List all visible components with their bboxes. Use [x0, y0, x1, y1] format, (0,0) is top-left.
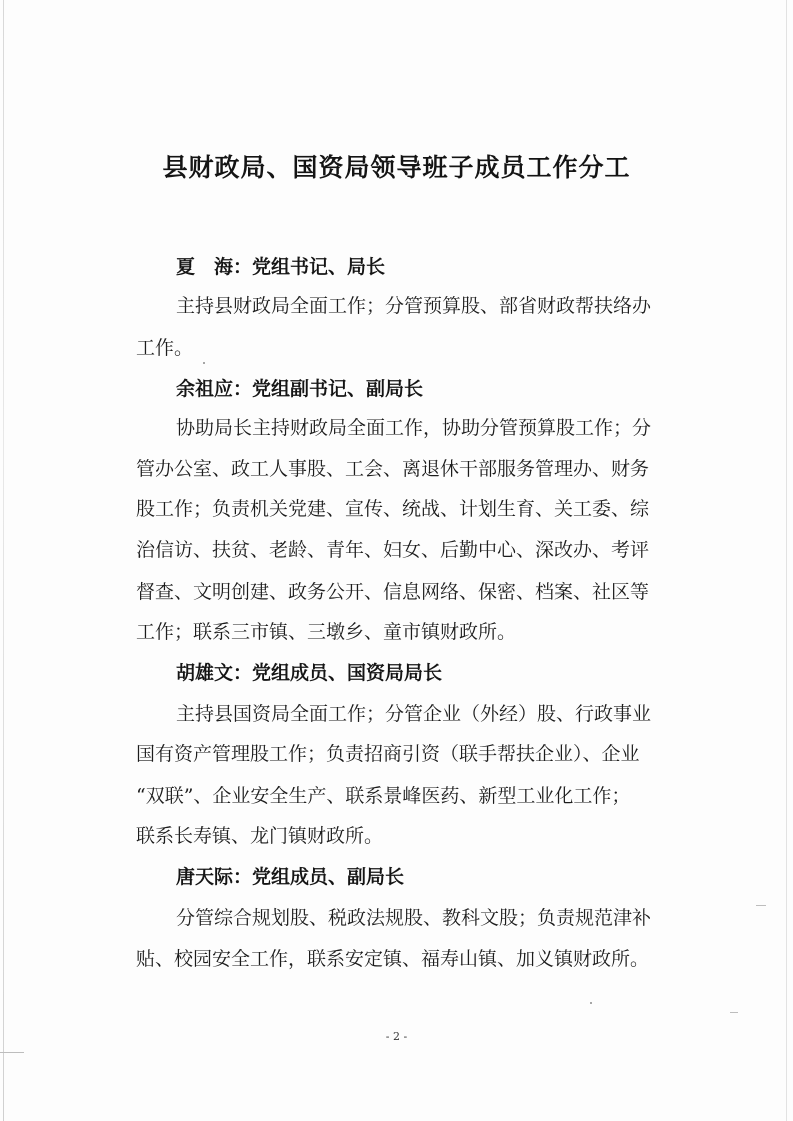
paragraph-line: 股工作；负责机关党建、宣传、统战、计划生育、关工委、综 [136, 498, 650, 520]
paragraph-line: “双联”、企业安全生产、联系景峰医药、新型工业化工作； [136, 785, 631, 807]
document-title: 县财政局、国资局领导班子成员工作分工 [162, 153, 631, 182]
paragraph-line: 工作。 [136, 337, 194, 359]
paragraph-line: 督查、文明创建、政务公开、信息网络、保密、档案、社区等 [136, 581, 650, 603]
paragraph-line: 管办公室、政工人事股、工会、离退休干部服务管理办、财务 [136, 458, 650, 480]
scan-mark [730, 1012, 738, 1013]
paragraph-line: 分管综合规划股、税政法规股、教科文股；负责规范津补 [176, 907, 652, 929]
scan-mark [0, 1052, 24, 1053]
scan-mark [756, 905, 766, 906]
paragraph-line: 协助局长主持财政局全面工作，协助分管预算股工作；分 [176, 417, 652, 439]
section-heading-yu-zuying: 余祖应：党组副书记、副局长 [176, 378, 424, 400]
section-heading-tang-tianji: 唐天际：党组成员、副局长 [176, 866, 405, 888]
paragraph-line: 联系长寿镇、龙门镇财政所。 [136, 825, 384, 847]
paragraph-line: 主持县财政局全面工作；分管预算股、部省财政帮扶络办 [176, 295, 652, 317]
page-number: - 2 - [385, 1030, 408, 1043]
paragraph-line: 贴、校园安全工作，联系安定镇、福寿山镇、加义镇财政所。 [136, 948, 650, 970]
paragraph-line: 工作；联系三市镇、三墩乡、童市镇财政所。 [136, 621, 517, 643]
section-heading-hu-xiongwen: 胡雄文：党组成员、国资局局长 [176, 662, 443, 684]
scan-speck [590, 1002, 592, 1004]
section-heading-xia-hai: 夏 海：党组书记、局长 [176, 256, 386, 278]
scan-speck [203, 362, 205, 364]
paragraph-line: 国有资产管理股工作；负责招商引资（联手帮扶企业）、企业 [136, 743, 640, 765]
paragraph-line: 主持县国资局全面工作；分管企业（外经）股、行政事业 [176, 703, 652, 725]
paragraph-line: 治信访、扶贫、老龄、青年、妇女、后勤中心、深改办、考评 [136, 539, 650, 561]
